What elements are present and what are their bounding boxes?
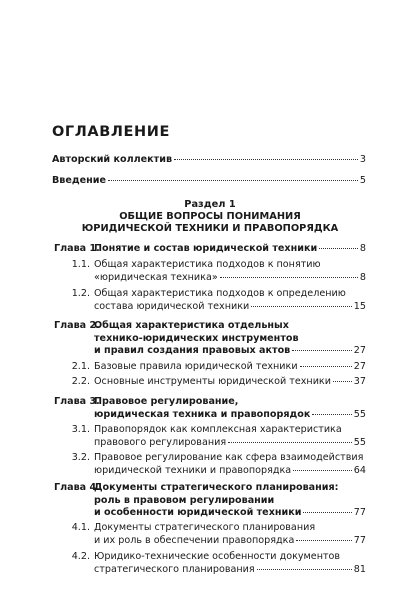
subsection-title-line: Общая характеристика подходов к определению	[94, 288, 346, 299]
chapter-label: Глава 2.	[54, 320, 100, 331]
dot-leader	[300, 366, 352, 367]
dot-leader	[312, 414, 351, 415]
subsection-title-line: Основные инструменты юридической техники	[94, 376, 331, 387]
chapter-title: Общая характеристика отдельных	[94, 320, 289, 331]
chapter-title: Правовое регулирование,	[94, 396, 239, 407]
subsection-page: 27	[353, 361, 366, 372]
chapter-entry	[94, 243, 366, 256]
chapter-entry	[94, 482, 366, 520]
section-title-line: ЮРИДИЧЕСКОЙ ТЕХНИКИ И ПРАВОПОРЯДКА	[81, 223, 339, 234]
dot-leader	[303, 512, 351, 513]
subsection-title-line: правового регулирования	[94, 436, 227, 448]
subsection-title-line: и их роль в обеспечении правопорядка	[94, 534, 295, 546]
subsection-number: 2.1.	[71, 361, 90, 372]
chapter-title: и особенности юридической техники	[94, 507, 302, 518]
dot-leader	[292, 350, 352, 351]
chapter-entry	[94, 320, 366, 358]
dot-leader	[251, 306, 352, 307]
subsection-page: 37	[353, 376, 366, 387]
subsection-title-line: стратегического планирования	[94, 563, 255, 575]
subsection-page: 55	[353, 436, 366, 448]
dot-leader	[257, 569, 352, 570]
chapter-page: 27	[353, 345, 366, 356]
subsection-title-line: Базовые правила юридической техники	[94, 361, 298, 372]
dot-leader	[228, 442, 352, 443]
subsection-number: 1.2.	[71, 288, 90, 299]
subsection-page: 77	[353, 534, 366, 546]
subsection-entry	[94, 361, 366, 374]
subsection-title-line: Документы стратегического планирования	[94, 522, 316, 533]
chapter-label: Глава 1.	[54, 243, 100, 254]
subsection-number: 4.1.	[71, 522, 90, 533]
subsection-entry	[94, 288, 366, 313]
section-label: Раздел 1	[184, 199, 236, 210]
dot-leader	[296, 540, 351, 541]
subsection-entry	[94, 452, 366, 477]
chapter-entry	[94, 396, 366, 421]
subsection-entry	[94, 551, 366, 576]
subsection-number: 2.2.	[71, 376, 90, 387]
subsection-title-line: Правопорядок как комплексная характеристика	[94, 424, 342, 435]
chapter-title: роль в правовом регулировании	[94, 494, 275, 506]
subsection-title-line: Общая характеристика подходов к понятию	[94, 259, 321, 270]
dot-leader	[174, 159, 358, 160]
subsection-page: 64	[353, 464, 366, 476]
chapter-title: технико-юридических инструментов	[94, 332, 299, 344]
subsection-number: 3.2.	[71, 452, 90, 463]
subsection-page: 8	[359, 271, 366, 283]
subsection-entry	[94, 424, 366, 449]
chapter-title: Понятие и состав юридической техники	[94, 243, 318, 254]
toc-front-entry	[52, 154, 366, 167]
chapter-title: Документы стратегического планирования:	[94, 482, 339, 493]
dot-leader	[319, 248, 358, 249]
front-entry-page: 3	[359, 154, 366, 165]
subsection-number: 1.1.	[71, 259, 90, 270]
dot-leader	[293, 470, 352, 471]
dot-leader	[333, 381, 352, 382]
subsection-number: 4.2.	[71, 551, 90, 562]
toc-front-entry	[52, 175, 366, 188]
section-title-line: ОБЩИЕ ВОПРОСЫ ПОНИМАНИЯ	[119, 211, 301, 222]
subsection-page: 15	[353, 300, 366, 312]
subsection-title-line: Правовое регулирование как сфера взаимодействия	[94, 452, 364, 463]
subsection-entry	[94, 522, 366, 547]
subsection-entry	[94, 376, 366, 389]
dot-leader	[220, 277, 358, 278]
subsection-title-line: юридической техники и правопорядка	[94, 464, 292, 476]
subsection-page: 81	[353, 563, 366, 575]
subsection-number: 3.1.	[71, 424, 90, 435]
chapter-label: Глава 3.	[54, 396, 100, 407]
subsection-title-line: состава юридической техники	[94, 300, 250, 312]
toc-heading: ОГЛАВЛЕНИЕ	[52, 124, 171, 140]
chapter-title: и правил создания правовых актов	[94, 345, 291, 356]
subsection-title-line: Юридико-технические особенности документов	[94, 551, 341, 562]
chapter-title: юридическая техника и правопорядок	[94, 408, 311, 420]
subsection-entry	[94, 259, 366, 284]
chapter-page: 8	[359, 243, 366, 254]
front-entry-label: Авторский коллектив	[52, 154, 173, 165]
subsection-title-line: «юридическая техника»	[94, 271, 218, 283]
chapter-label: Глава 4.	[54, 482, 100, 493]
chapter-page: 55	[353, 408, 366, 420]
dot-leader	[108, 180, 358, 181]
chapter-page: 77	[353, 507, 366, 518]
front-entry-label: Введение	[52, 175, 107, 186]
front-entry-page: 5	[359, 175, 366, 186]
